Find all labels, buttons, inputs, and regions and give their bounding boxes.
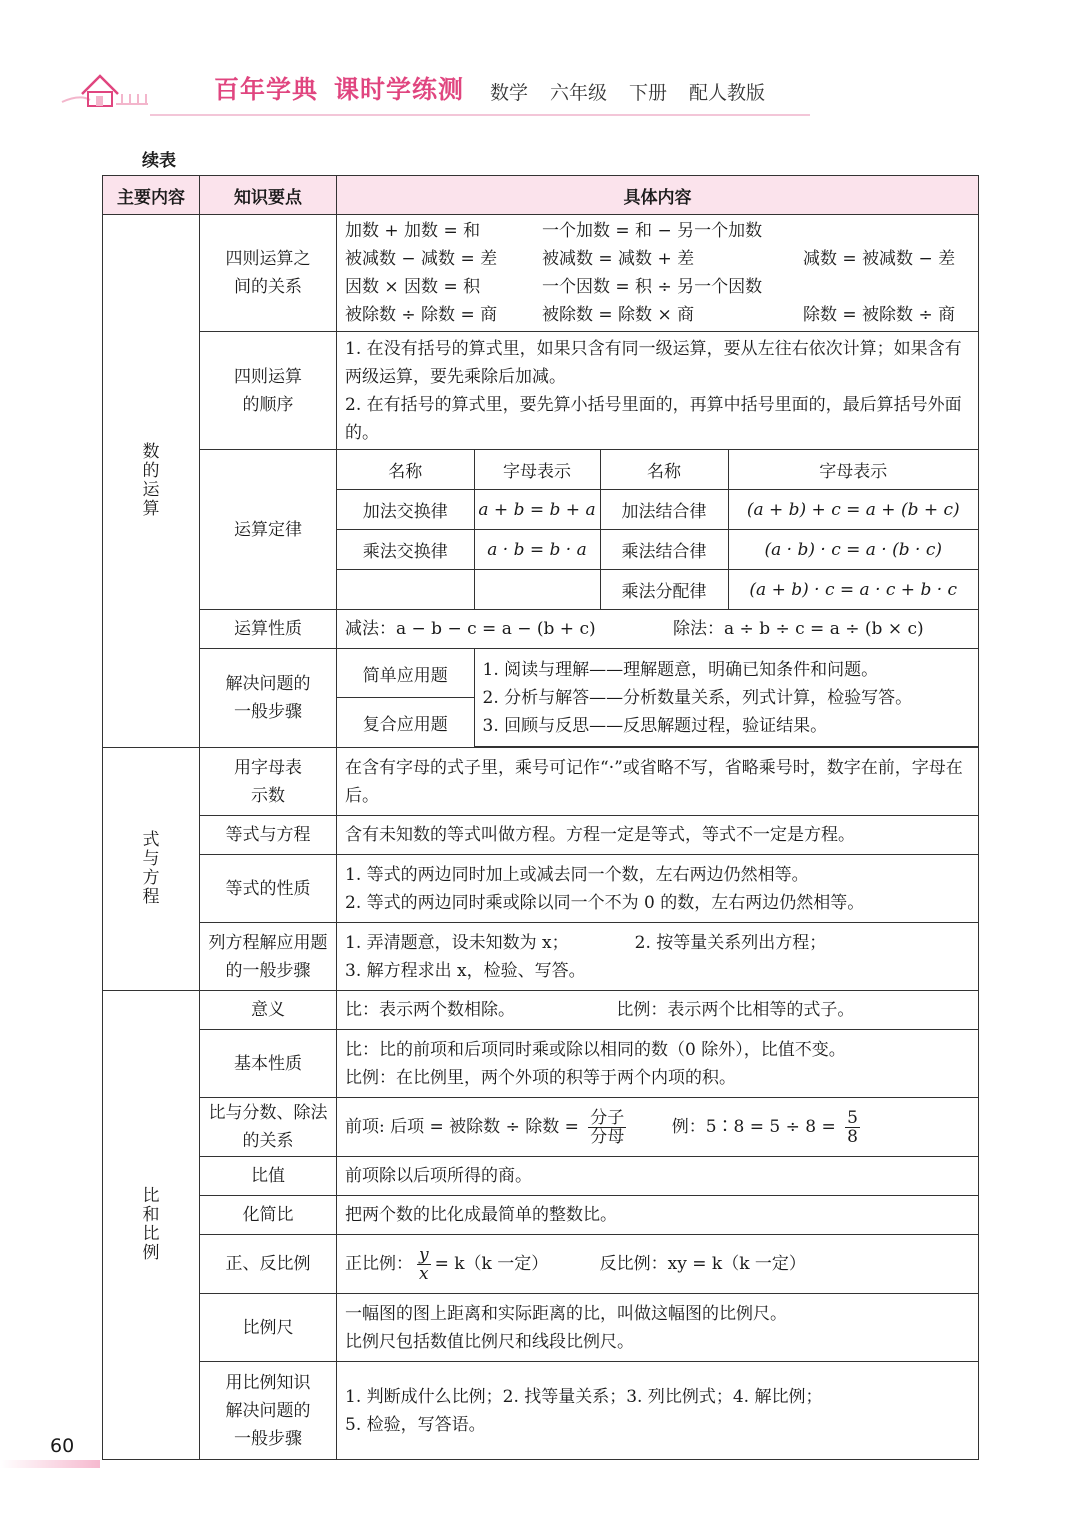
simplify-content: 把两个数的比化成最简单的整数比。: [337, 1196, 979, 1235]
solve-steps: 1. 阅读与理解——理解题意，明确已知条件和问题。 2. 分析与解答——分析数量关系，列式计算，检验写答。 3. 回顾与反思——反思解题过程，验证结果。: [474, 649, 978, 747]
page-number-bar: [0, 1460, 100, 1468]
book-info: [490, 78, 787, 105]
section-ratio-proportion: 比和比例: [103, 991, 200, 1460]
complex-problem: 复合应用题: [337, 698, 474, 747]
kp-fracrel: 比与分数、除法的关系: [200, 1098, 337, 1157]
table-row: [103, 332, 979, 450]
brand-series: 课时学练测: [334, 75, 465, 104]
fraction-example: $\frac{5}{8}$: [847, 1107, 858, 1147]
table-row: [103, 1362, 979, 1460]
table-row: [103, 1030, 979, 1098]
kp-simplify: 化简比: [200, 1196, 337, 1235]
law-name: 乘法结合律: [600, 530, 728, 570]
kp-relation: 四则运算之间的关系: [200, 215, 337, 332]
law-formula: a · b = b · a: [474, 530, 600, 570]
eqsteps-content: 1. 弄清题意，设未知数为 x； 2. 按等量关系列出方程； 3. 解方程求出 x，检验、写答。: [337, 923, 979, 991]
value-content: 前项除以后项所得的商。: [337, 1157, 979, 1196]
header-details: 具体内容: [337, 176, 979, 215]
law-name: 加法结合律: [600, 490, 728, 530]
equation-content: 含有未知数的等式叫做方程。方程一定是等式，等式不一定是方程。: [337, 816, 979, 855]
kp-laws: 运算定律: [200, 450, 337, 610]
laws-head-name2: 名称: [600, 450, 728, 490]
kp-value: 比值: [200, 1157, 337, 1196]
table-row: [103, 649, 979, 748]
props-content: 减法：a − b − c = a − (b + c) 除法：a ÷ b ÷ c = a ÷ (b × c): [337, 610, 979, 649]
table-row: [103, 1235, 979, 1294]
table-row: [103, 1294, 979, 1362]
kp-basic: 基本性质: [200, 1030, 337, 1098]
law-empty: [337, 570, 474, 610]
solve-content: [337, 649, 979, 748]
law-name: 加法交换律: [337, 490, 474, 530]
table-row: [103, 1157, 979, 1196]
table-row: [103, 991, 979, 1030]
table-row: [103, 816, 979, 855]
brand-name: 百年学典: [214, 75, 319, 104]
volume: 下册: [629, 82, 668, 104]
laws-head-name1: 名称: [337, 450, 474, 490]
law-name: 乘法交换律: [337, 530, 474, 570]
law-formula: (a + b) · c = a · c + b · c: [728, 570, 978, 610]
table-row: [103, 748, 979, 816]
kp-direct: 正、反比例: [200, 1235, 337, 1294]
basic-content: 比：比的前项和后项同时乘或除以相同的数（0 除外），比值不变。 比例：在比例里，两个外项的积等于两个内项的积。: [337, 1030, 979, 1098]
edition: 配人教版: [689, 82, 766, 104]
laws-subtable: [337, 450, 978, 609]
kp-solve: 解决问题的一般步骤: [200, 649, 337, 748]
table-row: [103, 450, 979, 610]
header-key-points: 知识要点: [200, 176, 337, 215]
laws-head-letter2: 字母表示: [728, 450, 978, 490]
page-number: 60: [50, 1435, 75, 1457]
section-number-operations: 数的运算: [103, 215, 200, 748]
table-row: [103, 855, 979, 923]
eqprop-content: 1. 等式的两边同时加上或减去同一个数，左右两边仍然相等。 2. 等式的两边同时乘或除以同一个不为 0 的数，左右两边仍然相等。: [337, 855, 979, 923]
direct-content: 正比例： $\frac{y}{x}$ = k（k 一定） 反比例：xy = k（k 一定）: [337, 1235, 979, 1294]
brand-title: [214, 70, 480, 106]
kp-order: 四则运算的顺序: [200, 332, 337, 450]
house-logo-icon: [60, 64, 152, 114]
fraction-yx: $\frac{y}{x}$: [419, 1244, 429, 1284]
grade: 六年级: [550, 82, 608, 104]
laws-head-letter1: 字母表示: [474, 450, 600, 490]
header-main-content: 主要内容: [103, 176, 200, 215]
kp-eqprop: 等式的性质: [200, 855, 337, 923]
fracrel-content: 前项: 后项 = 被除数 ÷ 除数 = $\frac{\text{分子}}{\text{分母}}$ 例：5∶8 = 5 ÷ 8 = $\frac{5}{8}$: [337, 1098, 979, 1157]
kp-scale: 比例尺: [200, 1294, 337, 1362]
table-header-row: [103, 176, 979, 215]
useprop-content: 1. 判断成什么比例；2. 找等量关系；3. 列比例式；4. 解比例； 5. 检验，写答语。: [337, 1362, 979, 1460]
kp-props: 运算性质: [200, 610, 337, 649]
law-name: 乘法分配律: [600, 570, 728, 610]
simple-problem: 简单应用题: [337, 649, 474, 698]
table-row: [103, 1196, 979, 1235]
letters-content: 在含有字母的式子里，乘号可记作“·”或省略不写，省略乘号时，数字在前，字母在后。: [337, 748, 979, 816]
table-row: [103, 610, 979, 649]
law-formula: (a + b) + c = a + (b + c): [728, 490, 978, 530]
subject: 数学: [490, 82, 529, 104]
header-rule: [150, 114, 810, 116]
table-row: [103, 215, 979, 332]
law-formula: (a · b) · c = a · (b · c): [728, 530, 978, 570]
kp-letters: 用字母表示数: [200, 748, 337, 816]
laws-content: [337, 450, 979, 610]
scale-content: 一幅图的图上距离和实际距离的比，叫做这幅图的比例尺。 比例尺包括数值比例尺和线段比例尺。: [337, 1294, 979, 1362]
kp-useprop: 用比例知识解决问题的一般步骤: [200, 1362, 337, 1460]
fraction-num-den: $\frac{\text{分子}}{\text{分母}}$: [590, 1107, 625, 1147]
page-header: [60, 62, 1020, 122]
law-formula: a + b = b + a: [474, 490, 600, 530]
table-row: [103, 923, 979, 991]
table-row: [103, 1098, 979, 1157]
relation-content: 加数 + 加数 = 和 一个加数 = 和 − 另一个加数 被减数 − 减数 = 差 被减数 = 减数 + 差 减数 = 被减数 − 差 因数 × 因数 = 积 一个因数 = 积 ÷ 另一个因数 被除数 ÷ 除数 = 商 被除数 = 除数 × 商 除数 = 被除数 ÷ 商: [337, 215, 979, 332]
knowledge-table: [102, 175, 979, 1460]
continued-label: 续表: [142, 151, 176, 171]
section-equations: 式与方程: [103, 748, 200, 991]
order-content: 1. 在没有括号的算式里，如果只含有同一级运算，要从左往右依次计算；如果含有两级运算，要先乘除后加减。 2. 在有括号的算式里，要先算小括号里面的，再算中括号里面的，最后算括号外面的。: [337, 332, 979, 450]
kp-eqsteps: 列方程解应用题的一般步骤: [200, 923, 337, 991]
kp-meaning: 意义: [200, 991, 337, 1030]
kp-equation: 等式与方程: [200, 816, 337, 855]
law-empty: [474, 570, 600, 610]
meaning-content: 比：表示两个数相除。 比例：表示两个比相等的式子。: [337, 991, 979, 1030]
